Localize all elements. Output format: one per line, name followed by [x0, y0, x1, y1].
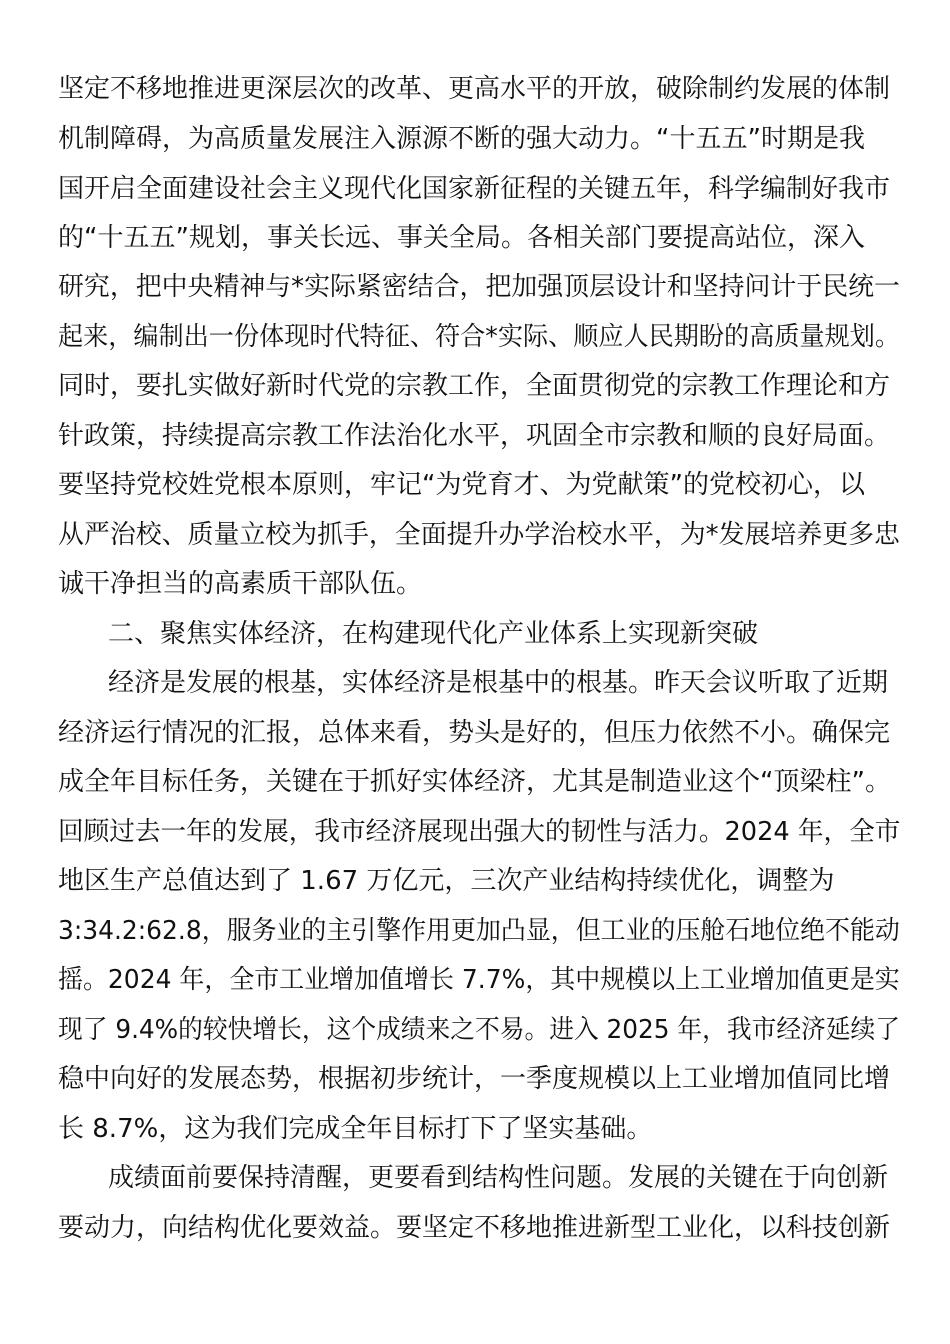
text-line: 回顾过去一年的发展，我市经济展现出强大的韧性与活力。2024 年，全市 — [58, 817, 901, 847]
text-line: 同时，要扎实做好新时代党的宗教工作，全面贯彻党的宗教工作理论和方 — [58, 371, 891, 401]
text-line: 国开启全面建设社会主义现代化国家新征程的关键五年，科学编制好我市 — [58, 174, 891, 204]
text-line: 经济是发展的根基，实体经济是根基中的根基。昨天会议听取了近期 — [108, 668, 889, 698]
text-line: 成绩面前要保持清醒，更要看到结构性问题。发展的关键在于向创新 — [108, 1163, 889, 1193]
text-line: 长 8.7%，这为我们完成全年目标打下了坚实基础。 — [58, 1114, 653, 1144]
text-line: 稳中向好的发展态势，根据初步统计，一季度规模以上工业增加值同比增 — [58, 1064, 891, 1094]
section-heading: 二、聚焦实体经济，在构建现代化产业体系上实现新突破 — [108, 619, 759, 649]
text-line: 经济运行情况的汇报，总体来看，势头是好的，但压力依然不小。确保完 — [58, 718, 891, 748]
text-line: 诚干净担当的高素质干部队伍。 — [58, 569, 423, 599]
text-line: 现了 9.4%的较快增长，这个成绩来之不易。进入 2025 年，我市经济延续了 — [58, 1015, 901, 1045]
text-line: 起来，编制出一份体现时代特征、符合*实际、顺应人民期盼的高质量规划。 — [58, 322, 901, 352]
text-line: 坚定不移地推进更深层次的改革、更高水平的开放，破除制约发展的体制 — [58, 74, 891, 104]
text-line: 地区生产总值达到了 1.67 万亿元，三次产业结构持续优化，调整为 — [58, 866, 835, 896]
text-line: 摇。2024 年，全市工业增加值增长 7.7%，其中规模以上工业增加值更是实 — [58, 965, 900, 995]
text-line: 的“十五五”规划，事关长远、事关全局。各相关部门要提高站位，深入 — [58, 223, 865, 253]
text-line: 要动力，向结构优化要效益。要坚定不移地推进新型工业化，以科技创新 — [58, 1213, 891, 1243]
text-line: 要坚持党校姓党根本原则，牢记“为党育才、为党献策”的党校初心，以 — [58, 470, 865, 500]
text-line: 机制障碍，为高质量发展注入源源不断的强大动力。“十五五”时期是我 — [58, 124, 865, 154]
text-line: 针政策，持续提高宗教工作法治化水平，巩固全市宗教和顺的良好局面。 — [58, 421, 891, 451]
text-line: 从严治校、质量立校为抓手，全面提升办学治校水平，为*发展培养更多忠 — [58, 520, 900, 550]
text-line: 成全年目标任务，关键在于抓好实体经济，尤其是制造业这个“顶梁柱”。 — [58, 767, 891, 797]
text-line: 研究，把中央精神与*实际紧密结合，把加强顶层设计和坚持问计于民统一 — [58, 272, 900, 302]
text-line: 3:34.2:62.8，服务业的主引擎作用更加凸显，但工业的压舱石地位绝不能动 — [58, 916, 900, 946]
